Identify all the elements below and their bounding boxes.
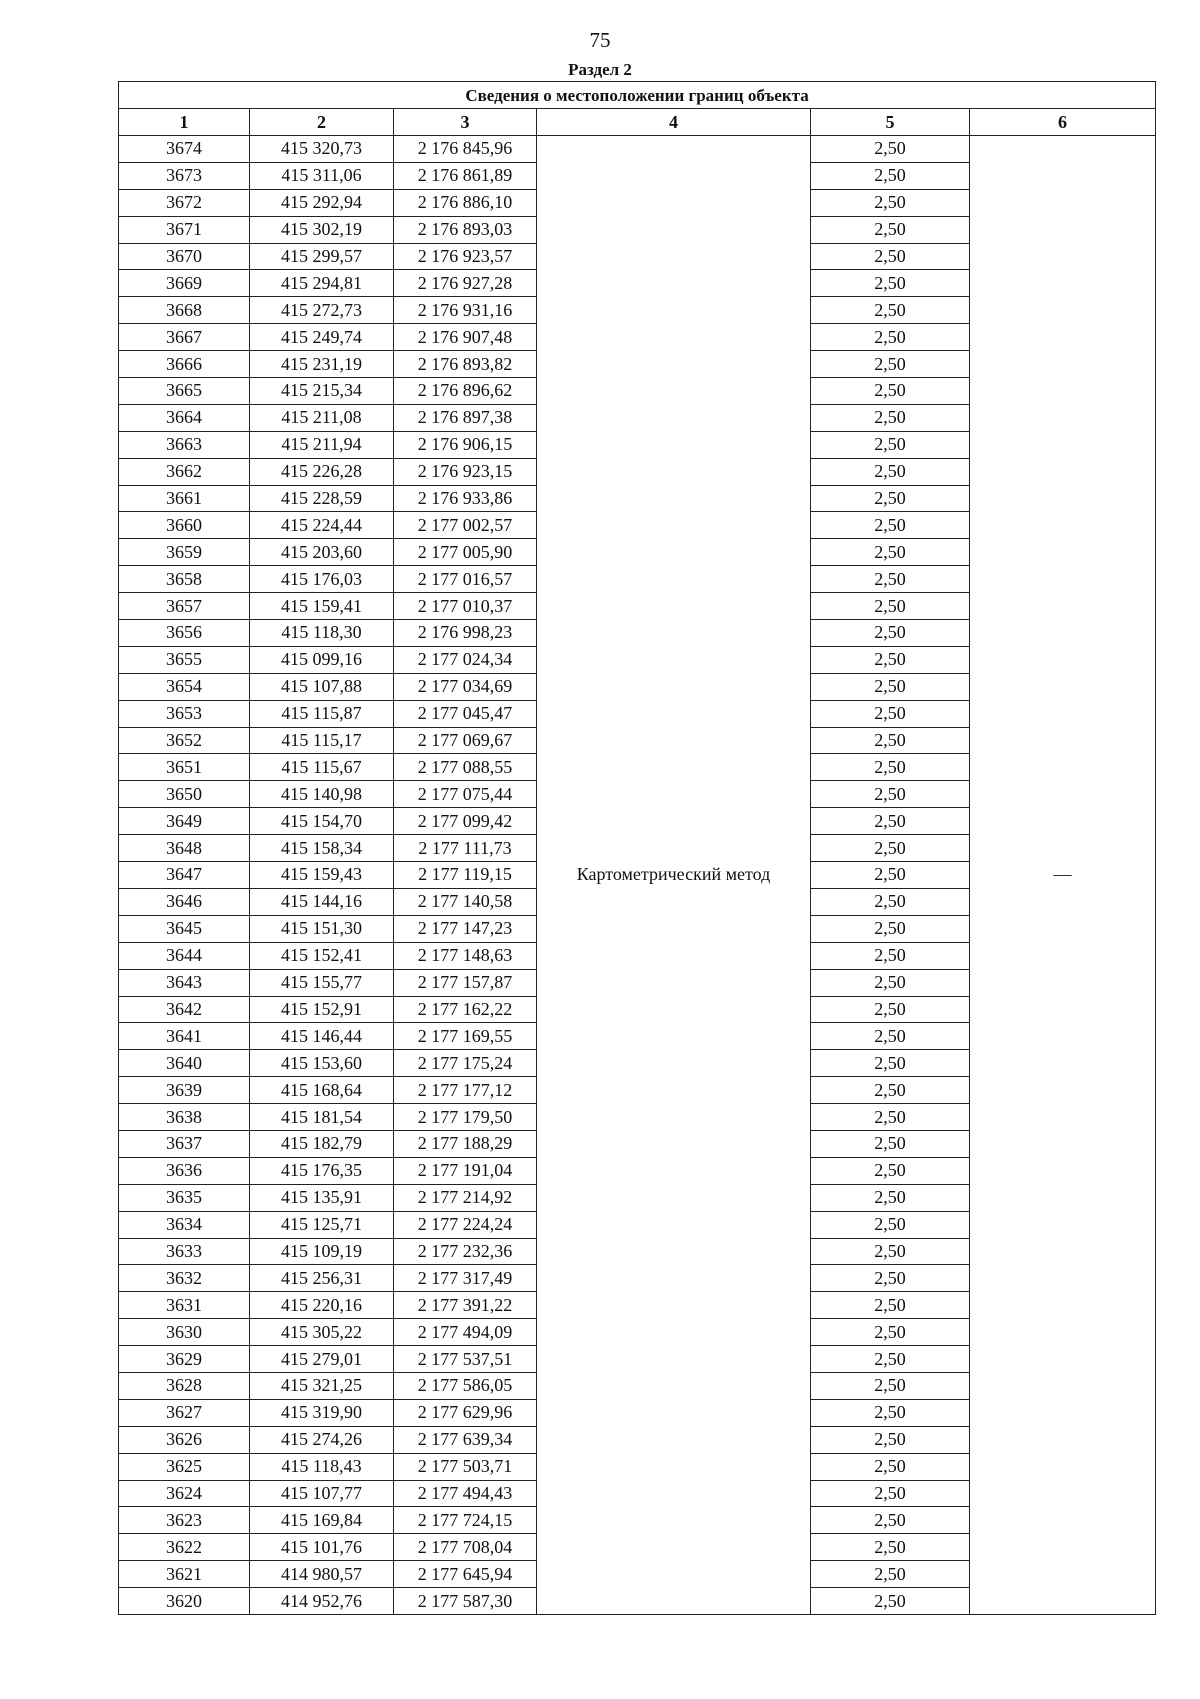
x-coordinate-cell: 415 109,19 [250, 1238, 394, 1265]
y-coordinate-cell: 2 177 224,24 [394, 1211, 537, 1238]
x-coordinate-cell: 415 118,43 [250, 1453, 394, 1480]
y-coordinate-cell: 2 176 907,48 [394, 324, 537, 351]
y-coordinate-cell: 2 177 179,50 [394, 1104, 537, 1131]
x-coordinate-cell: 415 158,34 [250, 835, 394, 862]
column-header-1: 1 [119, 109, 250, 136]
accuracy-cell: 2,50 [811, 351, 970, 378]
accuracy-cell: 2,50 [811, 888, 970, 915]
accuracy-cell: 2,50 [811, 620, 970, 647]
x-coordinate-cell: 415 101,76 [250, 1534, 394, 1561]
y-coordinate-cell: 2 177 708,04 [394, 1534, 537, 1561]
point-number-cell: 3638 [119, 1104, 250, 1131]
point-number-cell: 3631 [119, 1292, 250, 1319]
point-number-cell: 3660 [119, 512, 250, 539]
point-number-cell: 3630 [119, 1319, 250, 1346]
y-coordinate-cell: 2 176 931,16 [394, 297, 537, 324]
point-number-cell: 3644 [119, 942, 250, 969]
point-number-cell: 3645 [119, 915, 250, 942]
point-number-cell: 3622 [119, 1534, 250, 1561]
page-number: 75 [589, 28, 611, 52]
accuracy-cell: 2,50 [811, 1050, 970, 1077]
x-coordinate-cell: 415 211,94 [250, 431, 394, 458]
point-number-cell: 3672 [119, 189, 250, 216]
point-number-cell: 3636 [119, 1157, 250, 1184]
x-coordinate-cell: 415 115,17 [250, 727, 394, 754]
point-number-cell: 3669 [119, 270, 250, 297]
y-coordinate-cell: 2 177 317,49 [394, 1265, 537, 1292]
y-coordinate-cell: 2 177 069,67 [394, 727, 537, 754]
accuracy-cell: 2,50 [811, 1157, 970, 1184]
x-coordinate-cell: 415 118,30 [250, 620, 394, 647]
point-number-cell: 3671 [119, 216, 250, 243]
accuracy-cell: 2,50 [811, 673, 970, 700]
point-number-cell: 3626 [119, 1426, 250, 1453]
column-header-3: 3 [394, 109, 537, 136]
accuracy-cell: 2,50 [811, 835, 970, 862]
column-header-5: 5 [811, 109, 970, 136]
x-coordinate-cell: 415 224,44 [250, 512, 394, 539]
y-coordinate-cell: 2 176 896,62 [394, 378, 537, 405]
point-number-cell: 3637 [119, 1130, 250, 1157]
point-number-cell: 3670 [119, 243, 250, 270]
accuracy-cell: 2,50 [811, 512, 970, 539]
accuracy-cell: 2,50 [811, 1211, 970, 1238]
point-number-cell: 3623 [119, 1507, 250, 1534]
point-number-cell: 3656 [119, 620, 250, 647]
point-number-cell: 3647 [119, 862, 250, 889]
x-coordinate-cell: 415 211,08 [250, 404, 394, 431]
point-number-cell: 3653 [119, 700, 250, 727]
y-coordinate-cell: 2 177 391,22 [394, 1292, 537, 1319]
accuracy-cell: 2,50 [811, 136, 970, 163]
point-number-cell: 3633 [119, 1238, 250, 1265]
accuracy-cell: 2,50 [811, 1319, 970, 1346]
y-coordinate-cell: 2 176 886,10 [394, 189, 537, 216]
point-number-cell: 3667 [119, 324, 250, 351]
y-coordinate-cell: 2 177 162,22 [394, 996, 537, 1023]
y-coordinate-cell: 2 177 148,63 [394, 942, 537, 969]
y-coordinate-cell: 2 177 645,94 [394, 1561, 537, 1588]
y-coordinate-cell: 2 177 002,57 [394, 512, 537, 539]
accuracy-cell: 2,50 [811, 1238, 970, 1265]
point-number-cell: 3648 [119, 835, 250, 862]
point-number-cell: 3663 [119, 431, 250, 458]
x-coordinate-cell: 415 146,44 [250, 1023, 394, 1050]
y-coordinate-cell: 2 176 933,86 [394, 485, 537, 512]
point-number-cell: 3639 [119, 1077, 250, 1104]
accuracy-cell: 2,50 [811, 969, 970, 996]
point-number-cell: 3627 [119, 1399, 250, 1426]
point-number-cell: 3659 [119, 539, 250, 566]
accuracy-cell: 2,50 [811, 216, 970, 243]
point-number-cell: 3674 [119, 136, 250, 163]
section-title: Раздел 2 [568, 60, 632, 79]
x-coordinate-cell: 415 125,71 [250, 1211, 394, 1238]
x-coordinate-cell: 415 168,64 [250, 1077, 394, 1104]
y-coordinate-cell: 2 177 010,37 [394, 593, 537, 620]
accuracy-cell: 2,50 [811, 378, 970, 405]
x-coordinate-cell: 415 169,84 [250, 1507, 394, 1534]
point-number-cell: 3642 [119, 996, 250, 1023]
accuracy-cell: 2,50 [811, 485, 970, 512]
x-coordinate-cell: 415 135,91 [250, 1184, 394, 1211]
x-coordinate-cell: 415 099,16 [250, 646, 394, 673]
x-coordinate-cell: 415 279,01 [250, 1346, 394, 1373]
point-number-cell: 3643 [119, 969, 250, 996]
x-coordinate-cell: 415 107,88 [250, 673, 394, 700]
table-header-row [119, 109, 1156, 136]
y-coordinate-cell: 2 177 537,51 [394, 1346, 537, 1373]
accuracy-cell: 2,50 [811, 539, 970, 566]
x-coordinate-cell: 415 319,90 [250, 1399, 394, 1426]
accuracy-cell: 2,50 [811, 324, 970, 351]
y-coordinate-cell: 2 177 177,12 [394, 1077, 537, 1104]
point-number-cell: 3661 [119, 485, 250, 512]
point-number-cell: 3640 [119, 1050, 250, 1077]
point-number-cell: 3632 [119, 1265, 250, 1292]
y-coordinate-cell: 2 177 586,05 [394, 1372, 537, 1399]
x-coordinate-cell: 415 155,77 [250, 969, 394, 996]
table-caption-row [119, 82, 1156, 109]
point-number-cell: 3651 [119, 754, 250, 781]
y-coordinate-cell: 2 177 629,96 [394, 1399, 537, 1426]
x-coordinate-cell: 414 980,57 [250, 1561, 394, 1588]
x-coordinate-cell: 415 176,03 [250, 566, 394, 593]
y-coordinate-cell: 2 177 119,15 [394, 862, 537, 889]
table-caption: Сведения о местоположении границ объекта [119, 82, 1156, 109]
accuracy-cell: 2,50 [811, 189, 970, 216]
accuracy-cell: 2,50 [811, 1265, 970, 1292]
y-coordinate-cell: 2 176 893,82 [394, 351, 537, 378]
accuracy-cell: 2,50 [811, 458, 970, 485]
point-number-cell: 3635 [119, 1184, 250, 1211]
y-coordinate-cell: 2 177 045,47 [394, 700, 537, 727]
x-coordinate-cell: 415 182,79 [250, 1130, 394, 1157]
point-number-cell: 3658 [119, 566, 250, 593]
y-coordinate-cell: 2 177 140,58 [394, 888, 537, 915]
y-coordinate-cell: 2 177 214,92 [394, 1184, 537, 1211]
x-coordinate-cell: 415 153,60 [250, 1050, 394, 1077]
y-coordinate-cell: 2 176 998,23 [394, 620, 537, 647]
y-coordinate-cell: 2 177 188,29 [394, 1130, 537, 1157]
point-number-cell: 3665 [119, 378, 250, 405]
y-coordinate-cell: 2 176 923,57 [394, 243, 537, 270]
x-coordinate-cell: 415 321,25 [250, 1372, 394, 1399]
y-coordinate-cell: 2 177 157,87 [394, 969, 537, 996]
point-number-cell: 3673 [119, 162, 250, 189]
coordinates-table [118, 81, 1156, 1615]
accuracy-cell: 2,50 [811, 1588, 970, 1615]
y-coordinate-cell: 2 177 587,30 [394, 1588, 537, 1615]
point-number-cell: 3624 [119, 1480, 250, 1507]
x-coordinate-cell: 415 107,77 [250, 1480, 394, 1507]
y-coordinate-cell: 2 177 494,09 [394, 1319, 537, 1346]
y-coordinate-cell: 2 177 024,34 [394, 646, 537, 673]
x-coordinate-cell: 415 181,54 [250, 1104, 394, 1131]
accuracy-cell: 2,50 [811, 1534, 970, 1561]
point-number-cell: 3652 [119, 727, 250, 754]
y-coordinate-cell: 2 176 906,15 [394, 431, 537, 458]
accuracy-cell: 2,50 [811, 1372, 970, 1399]
y-coordinate-cell: 2 177 034,69 [394, 673, 537, 700]
point-number-cell: 3621 [119, 1561, 250, 1588]
accuracy-cell: 2,50 [811, 1346, 970, 1373]
x-coordinate-cell: 415 302,19 [250, 216, 394, 243]
accuracy-cell: 2,50 [811, 1077, 970, 1104]
x-coordinate-cell: 415 140,98 [250, 781, 394, 808]
accuracy-cell: 2,50 [811, 942, 970, 969]
accuracy-cell: 2,50 [811, 1453, 970, 1480]
y-coordinate-cell: 2 176 897,38 [394, 404, 537, 431]
accuracy-cell: 2,50 [811, 1104, 970, 1131]
y-coordinate-cell: 2 176 927,28 [394, 270, 537, 297]
x-coordinate-cell: 415 294,81 [250, 270, 394, 297]
x-coordinate-cell: 415 152,91 [250, 996, 394, 1023]
accuracy-cell: 2,50 [811, 808, 970, 835]
x-coordinate-cell: 415 292,94 [250, 189, 394, 216]
x-coordinate-cell: 415 274,26 [250, 1426, 394, 1453]
method-cell: Картометрический метод [537, 136, 811, 1615]
column-header-4: 4 [537, 109, 811, 136]
point-number-cell: 3650 [119, 781, 250, 808]
x-coordinate-cell: 415 299,57 [250, 243, 394, 270]
y-coordinate-cell: 2 177 494,43 [394, 1480, 537, 1507]
x-coordinate-cell: 415 226,28 [250, 458, 394, 485]
accuracy-cell: 2,50 [811, 996, 970, 1023]
point-number-cell: 3666 [119, 351, 250, 378]
description-cell: — [970, 136, 1156, 1615]
point-number-cell: 3664 [119, 404, 250, 431]
x-coordinate-cell: 415 115,67 [250, 754, 394, 781]
accuracy-cell: 2,50 [811, 1292, 970, 1319]
accuracy-cell: 2,50 [811, 1184, 970, 1211]
accuracy-cell: 2,50 [811, 1130, 970, 1157]
point-number-cell: 3649 [119, 808, 250, 835]
accuracy-cell: 2,50 [811, 1426, 970, 1453]
accuracy-cell: 2,50 [811, 754, 970, 781]
accuracy-cell: 2,50 [811, 162, 970, 189]
x-coordinate-cell: 415 272,73 [250, 297, 394, 324]
accuracy-cell: 2,50 [811, 1399, 970, 1426]
y-coordinate-cell: 2 177 724,15 [394, 1507, 537, 1534]
point-number-cell: 3662 [119, 458, 250, 485]
x-coordinate-cell: 415 228,59 [250, 485, 394, 512]
accuracy-cell: 2,50 [811, 431, 970, 458]
point-number-cell: 3620 [119, 1588, 250, 1615]
x-coordinate-cell: 415 144,16 [250, 888, 394, 915]
y-coordinate-cell: 2 176 923,15 [394, 458, 537, 485]
y-coordinate-cell: 2 177 175,24 [394, 1050, 537, 1077]
point-number-cell: 3657 [119, 593, 250, 620]
accuracy-cell: 2,50 [811, 781, 970, 808]
point-number-cell: 3668 [119, 297, 250, 324]
x-coordinate-cell: 415 249,74 [250, 324, 394, 351]
point-number-cell: 3634 [119, 1211, 250, 1238]
x-coordinate-cell: 415 176,35 [250, 1157, 394, 1184]
x-coordinate-cell: 415 159,41 [250, 593, 394, 620]
x-coordinate-cell: 415 159,43 [250, 862, 394, 889]
point-number-cell: 3628 [119, 1372, 250, 1399]
y-coordinate-cell: 2 176 845,96 [394, 136, 537, 163]
point-number-cell: 3641 [119, 1023, 250, 1050]
accuracy-cell: 2,50 [811, 270, 970, 297]
x-coordinate-cell: 415 320,73 [250, 136, 394, 163]
column-header-6: 6 [970, 109, 1156, 136]
y-coordinate-cell: 2 177 111,73 [394, 835, 537, 862]
y-coordinate-cell: 2 177 075,44 [394, 781, 537, 808]
y-coordinate-cell: 2 177 147,23 [394, 915, 537, 942]
y-coordinate-cell: 2 177 005,90 [394, 539, 537, 566]
accuracy-cell: 2,50 [811, 1507, 970, 1534]
accuracy-cell: 2,50 [811, 566, 970, 593]
accuracy-cell: 2,50 [811, 404, 970, 431]
x-coordinate-cell: 415 203,60 [250, 539, 394, 566]
y-coordinate-cell: 2 176 861,89 [394, 162, 537, 189]
y-coordinate-cell: 2 177 016,57 [394, 566, 537, 593]
table-row [119, 136, 1156, 163]
x-coordinate-cell: 415 256,31 [250, 1265, 394, 1292]
y-coordinate-cell: 2 177 191,04 [394, 1157, 537, 1184]
point-number-cell: 3655 [119, 646, 250, 673]
y-coordinate-cell: 2 177 099,42 [394, 808, 537, 835]
y-coordinate-cell: 2 177 639,34 [394, 1426, 537, 1453]
point-number-cell: 3629 [119, 1346, 250, 1373]
y-coordinate-cell: 2 177 232,36 [394, 1238, 537, 1265]
point-number-cell: 3646 [119, 888, 250, 915]
x-coordinate-cell: 415 311,06 [250, 162, 394, 189]
x-coordinate-cell: 415 151,30 [250, 915, 394, 942]
x-coordinate-cell: 415 115,87 [250, 700, 394, 727]
x-coordinate-cell: 415 220,16 [250, 1292, 394, 1319]
accuracy-cell: 2,50 [811, 1023, 970, 1050]
x-coordinate-cell: 414 952,76 [250, 1588, 394, 1615]
accuracy-cell: 2,50 [811, 646, 970, 673]
column-header-2: 2 [250, 109, 394, 136]
accuracy-cell: 2,50 [811, 862, 970, 889]
y-coordinate-cell: 2 177 088,55 [394, 754, 537, 781]
accuracy-cell: 2,50 [811, 1480, 970, 1507]
accuracy-cell: 2,50 [811, 915, 970, 942]
accuracy-cell: 2,50 [811, 700, 970, 727]
point-number-cell: 3625 [119, 1453, 250, 1480]
table-body [119, 136, 1156, 1615]
y-coordinate-cell: 2 176 893,03 [394, 216, 537, 243]
x-coordinate-cell: 415 231,19 [250, 351, 394, 378]
accuracy-cell: 2,50 [811, 243, 970, 270]
x-coordinate-cell: 415 305,22 [250, 1319, 394, 1346]
x-coordinate-cell: 415 215,34 [250, 378, 394, 405]
y-coordinate-cell: 2 177 169,55 [394, 1023, 537, 1050]
x-coordinate-cell: 415 152,41 [250, 942, 394, 969]
accuracy-cell: 2,50 [811, 593, 970, 620]
x-coordinate-cell: 415 154,70 [250, 808, 394, 835]
accuracy-cell: 2,50 [811, 297, 970, 324]
accuracy-cell: 2,50 [811, 1561, 970, 1588]
point-number-cell: 3654 [119, 673, 250, 700]
accuracy-cell: 2,50 [811, 727, 970, 754]
y-coordinate-cell: 2 177 503,71 [394, 1453, 537, 1480]
